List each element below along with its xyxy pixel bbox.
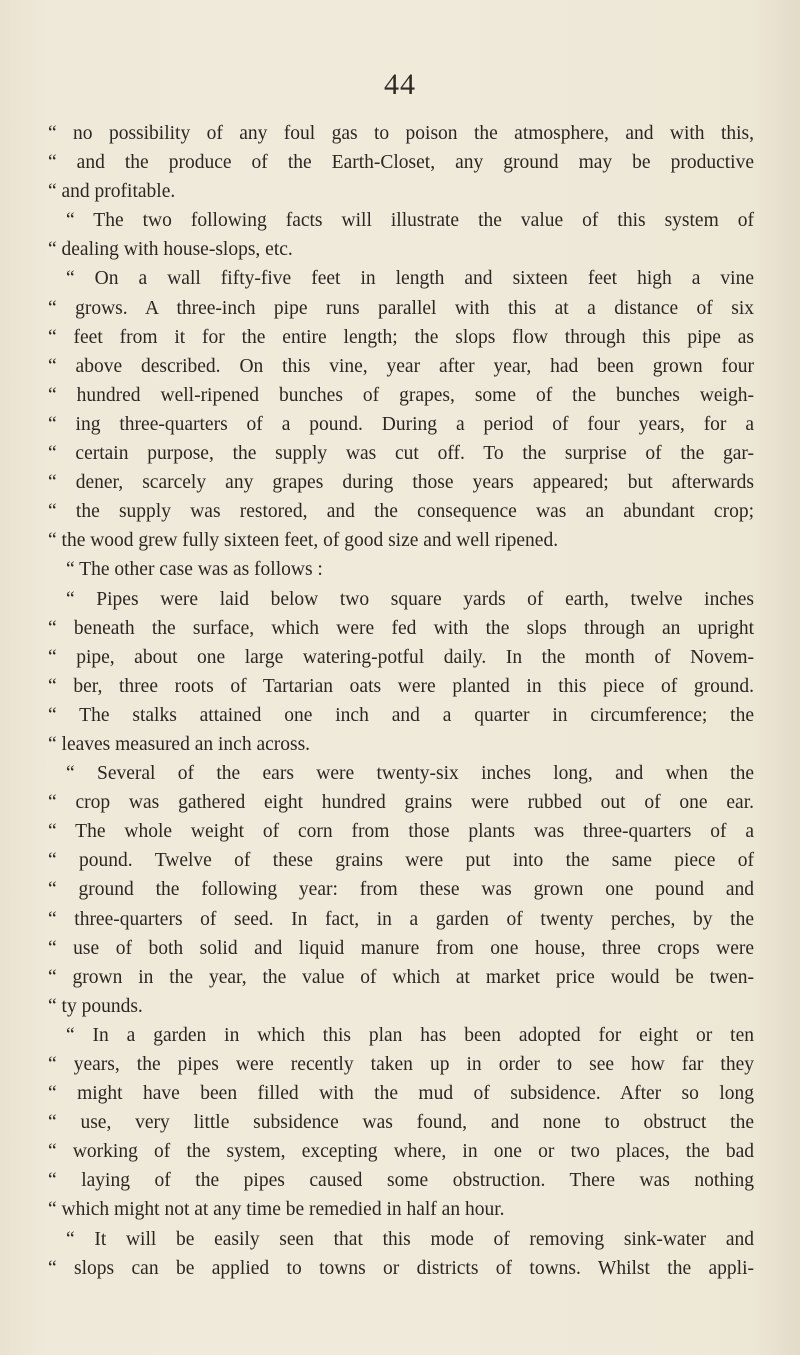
text-line: “ use of both solid and liquid manure from one house, three crops were: [48, 937, 754, 959]
text-line: “ crop was gathered eight hundred grains were rubbed out of one ear.: [48, 792, 754, 814]
text-line: “ ber, three roots of Tartarian oats were planted in this piece of ground.: [48, 675, 754, 697]
text-line: “ pipe, about one large watering-potful daily. In the month of Novem-: [48, 646, 754, 668]
text-line: “ three-quarters of seed. In fact, in a garden of twenty perches, by the: [48, 908, 754, 930]
text-line: “ the wood grew fully sixteen feet, of good size and well ripened.: [48, 530, 559, 552]
text-line: “ might have been filled with the mud of subsidence. After so long: [48, 1083, 754, 1105]
text-line: “ the supply was restored, and the consequence was an abundant crop;: [48, 501, 754, 523]
text-line: “ working of the system, excepting where, in one or two places, the bad: [48, 1141, 754, 1163]
text-line: “ Several of the ears were twenty-six inches long, and when the: [66, 763, 754, 785]
text-line: “ use, very little subsidence was found, and none to obstruct the: [48, 1112, 754, 1134]
page-number: 44: [384, 68, 416, 101]
text-line: “ In a garden in which this plan has been adopted for eight or ten: [66, 1024, 754, 1046]
text-line: “ laying of the pipes caused some obstruction. There was nothing: [48, 1170, 754, 1192]
text-line: “ feet from it for the entire length; the slops flow through this pipe as: [48, 326, 754, 348]
text-line: “ pound. Twelve of these grains were put into the same piece of: [48, 850, 754, 872]
text-line: “ and the produce of the Earth-Closet, any ground may be productive: [48, 152, 754, 174]
text-line: “ ty pounds.: [48, 995, 143, 1017]
text-line: “ leaves measured an inch across.: [48, 733, 311, 755]
text-line: “ ing three-quarters of a pound. During a period of four years, for a: [48, 413, 754, 435]
text-line: “ no possibility of any foul gas to poison the atmosphere, and with this,: [48, 123, 754, 144]
text-line: “ which might not at any time be remedied in half an hour.: [48, 1199, 505, 1221]
text-line: “ The two following facts will illustrate the value of this system of: [66, 210, 754, 232]
text-line: “ above described. On this vine, year after year, had been grown four: [48, 355, 754, 377]
body-text: [48, 119, 754, 1283]
text-line: “ certain purpose, the supply was cut off. To the surprise of the gar-: [48, 443, 754, 465]
text-line: “ grown in the year, the value of which at market price would be twen-: [48, 966, 754, 988]
text-line: “ and profitable.: [48, 181, 176, 203]
text-line: “ hundred well-ripened bunches of grapes, some of the bunches weigh-: [48, 384, 754, 406]
text-line: “ On a wall fifty-five feet in length and sixteen feet high a vine: [66, 268, 754, 290]
text-line: “ years, the pipes were recently taken up in order to see how far they: [48, 1054, 754, 1075]
text-line: “ The whole weight of corn from those plants was three-quarters of a: [48, 821, 754, 843]
text-line: “ The stalks attained one inch and a quarter in circumference; the: [48, 704, 754, 726]
text-line: “ It will be easily seen that this mode of removing sink-water and: [66, 1228, 754, 1250]
text-line: “ dener, scarcely any grapes during those years appeared; but afterwards: [48, 472, 754, 494]
text-line: “ slops can be applied to towns or districts of towns. Whilst the appli-: [48, 1257, 754, 1279]
text-line: “ Pipes were laid below two square yards of earth, twelve inches: [66, 588, 754, 610]
text-line: “ grows. A three-inch pipe runs parallel with this at a distance of six: [48, 297, 754, 319]
text-line: “ ground the following year: from these was grown one pound and: [48, 879, 754, 901]
text-line: “ The other case was as follows :: [66, 559, 323, 581]
text-line: “ dealing with house-slops, etc.: [48, 239, 293, 261]
text-line: “ beneath the surface, which were fed with the slops through an upright: [48, 617, 754, 639]
